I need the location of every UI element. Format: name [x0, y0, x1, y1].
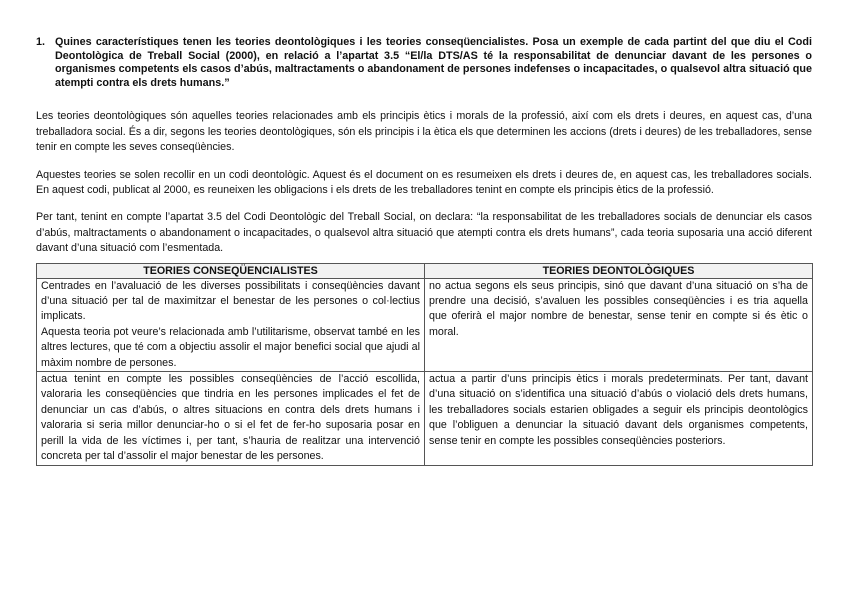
paragraph-section-3-5: Per tant, tenint en compte l’apartat 3.5 del Codi Deontològic del Treball Social, on declara: “la responsabilitat de les treballadores socials de denunciar els casos d’abús, maltractaments o abandonament o incapacitades, o qualsevol altra situació que atempti contra els drets humans”, cada teoria suposaria una acció diferent davant d’una situació com l’esmentada. [36, 211, 812, 255]
header-consequentialist: TEORIES CONSEQÜENCIALISTES [37, 263, 425, 278]
cell-text: actua a partir d’uns principis ètics i morals predeterminats. Per tant, davant d’una situació on s’identifica una situació d’abús o violació dels drets humans, les treballadores socials estarien obligades a seguir els principis deontològics que l’obliguen a denunciar la situació davant dels organismes competents, sense tenir en compte les possibles conseqüències posteriors. [429, 373, 808, 447]
cell-consequentialist-characteristics [37, 278, 425, 371]
cell-deontological-example [425, 372, 813, 465]
table-row [37, 372, 813, 465]
cell-deontological-characteristics [425, 278, 813, 371]
paragraph-deontological-definition: Les teories deontològiques són aquelles teories relacionades amb els principis ètics i morals de la professió, així com els drets i deures, en aquest cas, d’una treballadora social. És a dir, segons les teories deontològiques, són els principis i la ètica els que determinen les accions (drets i deures) de les treballadores, sense tenir en compte les seves conseqüències. [36, 110, 812, 154]
paragraph-code-description: Aquestes teories se solen recollir en un codi deontològic. Aquest és el document on es resumeixen els drets i deures de, en aquest cas, les treballadores socials. En aquest codi, publicat al 2000, es reuneixen les obligacions i els drets de les treballadores tenint en compte els principis ètics de la professió. [36, 168, 812, 196]
table-row [37, 278, 813, 371]
comparison-table [36, 263, 813, 466]
header-deontological: TEORIES DEONTOLÒGIQUES [425, 263, 813, 278]
table-header-row [37, 263, 813, 278]
cell-text: no actua segons els seus principis, sinó que davant d’una situació on s’ha de prendre una decisió, s’avaluen les possibles conseqüències i es tria aquella que oferirà el major nombre de benestar, sense tenir en compte si és ètic o moral. [429, 279, 808, 338]
question-text: Quines característiques tenen les teories deontològiques i les teories conseqüencialistes. Posa un exemple de cada partint del que diu el Codi Deontològica de Treball Social (2000), en relació a l’apartat 3.5 “El/la DTS/AS té la responsabilitat de denunciar davant de les persones o organismes competents els casos d’abús, maltractaments o abandonament de persones indefenses o incapacitades, o qualsevol altra situació que atempti contra els drets humans.” [55, 36, 812, 89]
question-number: 1. [36, 36, 46, 48]
cell-text: Aquesta teoria pot veure’s relacionada amb l’utilitarisme, observat també en les altres lectures, que té com a objectiu assolir el major benefici social que ajudi al màxim nombre de persones. [41, 325, 420, 369]
document-page [36, 36, 812, 466]
cell-text: Centrades en l’avaluació de les diverses possibilitats i conseqüències davant d’una situació per tal de maximitzar el benestar de les persones o col·lectius implicats. [41, 279, 420, 323]
cell-text: actua tenint en compte les possibles conseqüències de l’acció escollida, valoraria les conseqüències que tindria en les persones implicades el fet de denunciar un cas d’abús, o altres situacions en contra dels drets humans i valoraria si seria millor denunciar-ho o si el fet de fer-ho suposaria posar en perill la vida de les víctimes i, per tant, s’hauria de realitzar una intervenció concreta per tal d’assolir el major benestar de les persones. [41, 373, 420, 463]
cell-consequentialist-example [37, 372, 425, 465]
question-1 [36, 36, 812, 90]
